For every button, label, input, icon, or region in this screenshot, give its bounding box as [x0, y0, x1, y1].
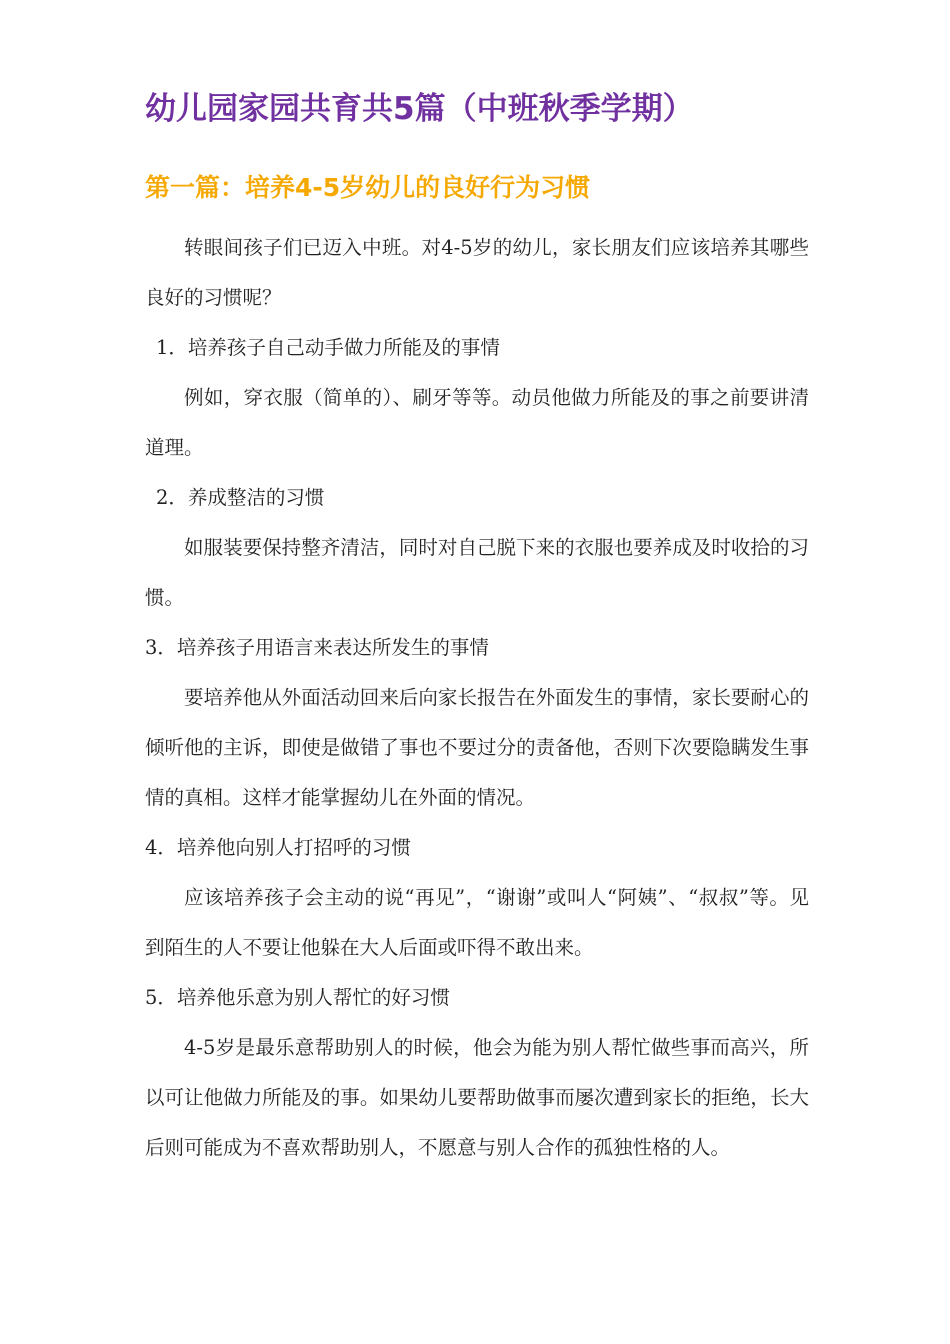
item-heading-4: 4．培养他向别人打招呼的习惯	[145, 836, 411, 859]
item-text-3: 要培养他从外面活动回来后向家长报告在外面发生的事情，家长要耐心的倾听他的主诉，即使是做错了事也不要过分的责备他，否则下次要隐瞒发生事情的真相。这样才能掌握幼儿在外面的情况。	[145, 686, 809, 809]
document-body	[145, 223, 809, 1173]
item-text-4: 应该培养孩子会主动的说“再见”，“谢谢”或叫人“阿姨”、“叔叔”等。见到陌生的人不要让他躲在大人后面或吓得不敢出来。	[145, 886, 809, 959]
item-heading-3: 3．培养孩子用语言来表达所发生的事情	[145, 636, 489, 659]
item-heading-1: 1．培养孩子自己动手做力所能及的事情	[156, 336, 500, 359]
item-heading-2: 2．养成整洁的习惯	[156, 486, 325, 509]
item-text-1: 例如，穿衣服（简单的）、刷牙等等。动员他做力所能及的事之前要讲清道理。	[145, 386, 809, 459]
item-heading-5: 5．培养他乐意为别人帮忙的好习惯	[145, 986, 450, 1009]
document-title: 幼儿园家园共育共5篇（中班秋季学期）	[145, 91, 694, 127]
item-text-2: 如服装要保持整齐清洁，同时对自己脱下来的衣服也要养成及时收拾的习惯。	[145, 536, 809, 609]
item-text-5: 4-5岁是最乐意帮助别人的时候，他会为能为别人帮忙做些事而高兴，所以可让他做力所能及的事。如果幼儿要帮助做事而屡次遭到家长的拒绝，长大后则可能成为不喜欢帮助别人，不愿意与别人合作的孤独性格的人。	[145, 1036, 809, 1159]
section-title: 第一篇：培养4-5岁幼儿的良好行为习惯	[145, 173, 591, 202]
intro-paragraph: 转眼间孩子们已迈入中班。对4-5岁的幼儿，家长朋友们应该培养其哪些良好的习惯呢？	[145, 236, 809, 309]
